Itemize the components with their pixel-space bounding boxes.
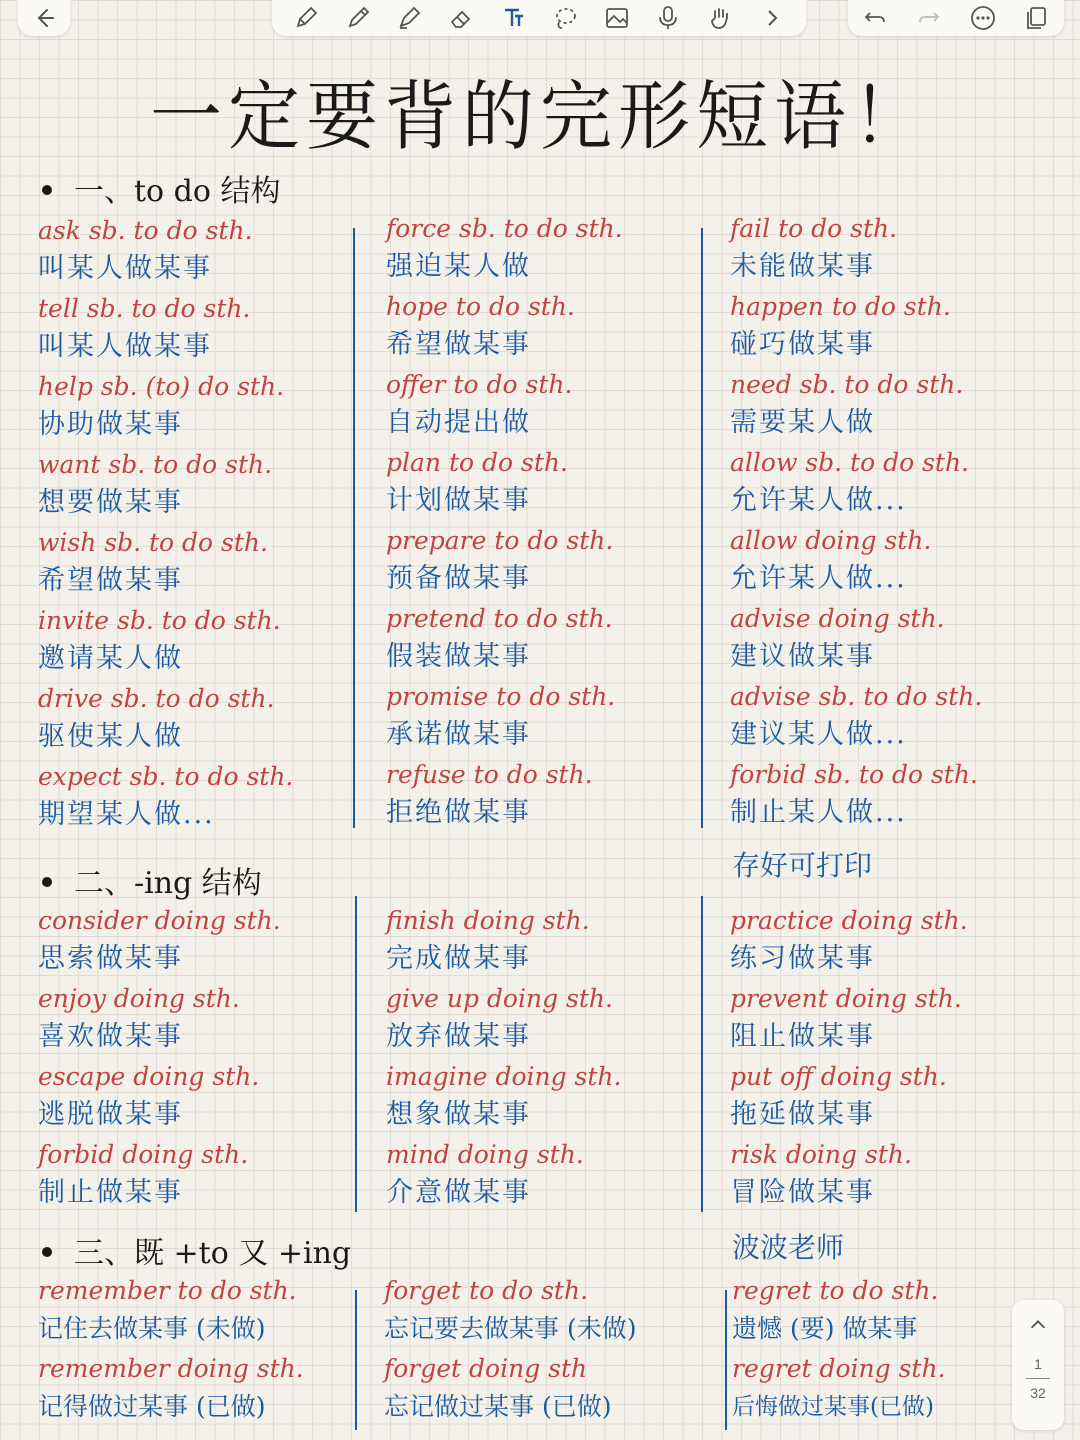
bullet-icon bbox=[42, 185, 52, 195]
phrase-chinese: 邀请某人做 bbox=[38, 643, 183, 674]
phrase-item bbox=[38, 680, 368, 758]
phrase-item bbox=[730, 444, 1060, 522]
phrase-chinese: 承诺做某事 bbox=[386, 719, 531, 750]
chevron-up-icon[interactable] bbox=[1012, 1314, 1064, 1338]
section-header-both bbox=[42, 1228, 351, 1272]
phrase-english: imagine doing sth. bbox=[386, 1062, 622, 1091]
phrase-english: pretend to do sth. bbox=[386, 604, 613, 633]
phrase-chinese: 逃脱做某事 bbox=[38, 1099, 183, 1130]
highlighter-icon[interactable] bbox=[395, 4, 423, 32]
phrase-english: help sb. (to) do sth. bbox=[38, 372, 285, 401]
phrase-english: drive sb. to do sth. bbox=[38, 684, 275, 713]
phrase-chinese: 协助做某事 bbox=[38, 409, 183, 440]
phrase-item bbox=[730, 288, 1060, 366]
phrase-english: wish sb. to do sth. bbox=[38, 528, 268, 557]
phrase-chinese: 忘记要去做某事 (未做) bbox=[384, 1314, 637, 1343]
phrase-chinese: 拒绝做某事 bbox=[386, 797, 531, 828]
section3-column2 bbox=[384, 1272, 714, 1428]
more-icon[interactable] bbox=[969, 4, 997, 32]
section1-column3 bbox=[730, 210, 1060, 834]
phrase-item bbox=[384, 1350, 714, 1428]
drawing-toolbar bbox=[272, 0, 806, 36]
phrase-item bbox=[38, 602, 368, 680]
phrase-english: fail to do sth. bbox=[730, 214, 898, 243]
phrase-item bbox=[730, 1058, 1060, 1136]
phrase-item bbox=[732, 1272, 1010, 1350]
phrase-item bbox=[38, 212, 368, 290]
phrase-item bbox=[38, 290, 368, 368]
phrase-chinese: 希望做某事 bbox=[38, 565, 183, 596]
phrase-item bbox=[38, 1272, 368, 1350]
section-header-text: 三、既 +to 又 +ing bbox=[74, 1236, 352, 1271]
phrase-item bbox=[730, 756, 1060, 834]
phrase-chinese: 假装做某事 bbox=[386, 641, 531, 672]
column-divider bbox=[355, 1290, 357, 1430]
section3-column3 bbox=[732, 1272, 1010, 1428]
page-title: 一定要背的完形短语！ bbox=[149, 72, 930, 161]
phrase-chinese: 需要某人做 bbox=[730, 407, 875, 438]
phrase-item bbox=[730, 210, 1060, 288]
phrase-item bbox=[38, 1350, 368, 1428]
column-divider bbox=[353, 228, 355, 828]
phrase-english: ask sb. to do sth. bbox=[38, 216, 253, 245]
phrase-item bbox=[730, 600, 1060, 678]
phrase-chinese: 拖延做某事 bbox=[730, 1099, 875, 1130]
phrase-item bbox=[386, 902, 716, 980]
phrase-chinese: 建议做某事 bbox=[730, 641, 875, 672]
phrase-english: practice doing sth. bbox=[730, 906, 968, 935]
undo-icon[interactable] bbox=[861, 4, 889, 32]
phrase-item bbox=[386, 522, 716, 600]
eraser-icon[interactable] bbox=[447, 4, 475, 32]
section-header-ing bbox=[42, 858, 262, 902]
phrase-chinese: 驱使某人做 bbox=[38, 721, 183, 752]
phrase-chinese: 放弃做某事 bbox=[386, 1021, 531, 1052]
phrase-chinese: 期望某人做... bbox=[38, 799, 215, 830]
phrase-chinese: 记住去做某事 (未做) bbox=[38, 1314, 266, 1343]
phrase-chinese: 喜欢做某事 bbox=[38, 1021, 183, 1052]
phrase-chinese: 阻止做某事 bbox=[730, 1021, 875, 1052]
phrase-chinese: 思索做某事 bbox=[38, 943, 183, 974]
phrase-item bbox=[386, 1058, 716, 1136]
phrase-english: advise sb. to do sth. bbox=[730, 682, 983, 711]
phrase-item bbox=[386, 756, 716, 834]
phrase-chinese: 想象做某事 bbox=[386, 1099, 531, 1130]
chevron-right-icon[interactable] bbox=[758, 4, 786, 32]
pages-icon[interactable] bbox=[1023, 4, 1051, 32]
phrase-item bbox=[730, 678, 1060, 756]
total-pages: 32 bbox=[1030, 1385, 1046, 1401]
phrase-english: finish doing sth. bbox=[386, 906, 590, 935]
phrase-english: risk doing sth. bbox=[730, 1140, 912, 1169]
phrase-english: remember doing sth. bbox=[38, 1354, 304, 1383]
phrase-item bbox=[730, 1136, 1060, 1214]
phrase-item bbox=[38, 1136, 368, 1214]
column-divider bbox=[725, 1290, 727, 1430]
section2-column3 bbox=[730, 902, 1060, 1214]
phrase-chinese: 允许某人做... bbox=[730, 485, 907, 516]
phrase-chinese: 预备做某事 bbox=[386, 563, 531, 594]
phrase-english: hope to do sth. bbox=[386, 292, 575, 321]
column-divider bbox=[355, 896, 357, 1212]
phrase-item bbox=[386, 210, 716, 288]
back-arrow-icon[interactable] bbox=[30, 4, 58, 32]
phrase-chinese: 建议某人做... bbox=[730, 719, 907, 750]
phrase-chinese: 叫某人做某事 bbox=[38, 253, 212, 284]
phrase-chinese: 练习做某事 bbox=[730, 943, 875, 974]
phrase-english: allow doing sth. bbox=[730, 526, 932, 555]
phrase-english: force sb. to do sth. bbox=[386, 214, 623, 243]
phrase-chinese: 叫某人做某事 bbox=[38, 331, 212, 362]
phrase-item bbox=[386, 678, 716, 756]
section-header-text: 二、-ing 结构 bbox=[74, 866, 262, 901]
pencil-icon[interactable] bbox=[344, 4, 372, 32]
phrase-item bbox=[38, 524, 368, 602]
phrase-english: need sb. to do sth. bbox=[730, 370, 964, 399]
section1-column2 bbox=[386, 210, 716, 834]
phrase-chinese: 完成做某事 bbox=[386, 943, 531, 974]
phrase-chinese: 记得做过某事 (已做) bbox=[38, 1392, 266, 1421]
phrase-english: put off doing sth. bbox=[730, 1062, 947, 1091]
current-page: 1 bbox=[1034, 1356, 1042, 1372]
section1-column1 bbox=[38, 212, 368, 836]
phrase-chinese: 遗憾 (要) 做某事 bbox=[732, 1314, 918, 1343]
teacher-note: 波波老师 bbox=[732, 1231, 845, 1264]
microphone-icon[interactable] bbox=[654, 4, 682, 32]
bullet-icon bbox=[42, 877, 52, 887]
section-header-to-do bbox=[42, 166, 280, 210]
phrase-item bbox=[386, 600, 716, 678]
phrase-english: happen to do sth. bbox=[730, 292, 951, 321]
pen-icon[interactable] bbox=[292, 4, 320, 32]
document-toolbar bbox=[848, 0, 1064, 36]
section2-column2 bbox=[386, 902, 716, 1214]
phrase-english: remember to do sth. bbox=[38, 1276, 297, 1305]
phrase-english: promise to do sth. bbox=[386, 682, 616, 711]
phrase-chinese: 制止某人做... bbox=[730, 797, 907, 828]
column-divider bbox=[701, 896, 703, 1212]
phrase-english: prepare to do sth. bbox=[386, 526, 614, 555]
phrase-chinese: 忘记做过某事 (已做) bbox=[384, 1392, 612, 1421]
text-tool-icon[interactable] bbox=[499, 4, 527, 32]
phrase-item bbox=[386, 366, 716, 444]
phrase-english: refuse to do sth. bbox=[386, 760, 593, 789]
phrase-english: invite sb. to do sth. bbox=[38, 606, 281, 635]
phrase-item bbox=[386, 288, 716, 366]
phrase-english: prevent doing sth. bbox=[730, 984, 962, 1013]
phrase-chinese: 想要做某事 bbox=[38, 487, 183, 518]
image-icon[interactable] bbox=[603, 4, 631, 32]
phrase-item bbox=[38, 758, 368, 836]
phrase-english: consider doing sth. bbox=[38, 906, 281, 935]
phrase-english: allow sb. to do sth. bbox=[730, 448, 969, 477]
phrase-chinese: 后悔做过某事(已做) bbox=[732, 1394, 934, 1420]
bullet-icon bbox=[42, 1247, 52, 1257]
column-divider bbox=[701, 228, 703, 828]
phrase-item bbox=[730, 366, 1060, 444]
phrase-item bbox=[38, 1058, 368, 1136]
phrase-chinese: 制止做某事 bbox=[38, 1177, 183, 1208]
phrase-english: escape doing sth. bbox=[38, 1062, 260, 1091]
phrase-chinese: 允许某人做... bbox=[730, 563, 907, 594]
print-note: 存好可打印 bbox=[732, 849, 873, 882]
page-separator bbox=[1026, 1378, 1050, 1379]
phrase-chinese: 强迫某人做 bbox=[386, 251, 531, 282]
lasso-icon[interactable] bbox=[551, 4, 579, 32]
phrase-english: forget doing sth bbox=[384, 1354, 588, 1383]
phrase-item bbox=[732, 1350, 1010, 1428]
phrase-english: advise doing sth. bbox=[730, 604, 945, 633]
phrase-english: want sb. to do sth. bbox=[38, 450, 273, 479]
phrase-chinese: 碰巧做某事 bbox=[730, 329, 875, 360]
section2-column1 bbox=[38, 902, 368, 1214]
phrase-english: forbid sb. to do sth. bbox=[730, 760, 978, 789]
phrase-chinese: 未能做某事 bbox=[730, 251, 875, 282]
phrase-english: forget to do sth. bbox=[384, 1276, 589, 1305]
phrase-item bbox=[386, 1136, 716, 1214]
phrase-english: mind doing sth. bbox=[386, 1140, 584, 1169]
phrase-item bbox=[38, 446, 368, 524]
section3-column1 bbox=[38, 1272, 368, 1428]
phrase-chinese: 冒险做某事 bbox=[730, 1177, 875, 1208]
phrase-chinese: 介意做某事 bbox=[386, 1177, 531, 1208]
phrase-english: expect sb. to do sth. bbox=[38, 762, 294, 791]
phrase-item bbox=[384, 1272, 714, 1350]
page-indicator[interactable] bbox=[1012, 1300, 1064, 1430]
phrase-english: tell sb. to do sth. bbox=[38, 294, 251, 323]
phrase-item bbox=[730, 522, 1060, 600]
phrase-item bbox=[730, 902, 1060, 980]
phrase-item bbox=[38, 902, 368, 980]
phrase-english: plan to do sth. bbox=[386, 448, 568, 477]
phrase-item bbox=[386, 980, 716, 1058]
back-toolbar bbox=[18, 0, 70, 36]
section-header-text: 一、to do 结构 bbox=[74, 174, 281, 209]
phrase-english: enjoy doing sth. bbox=[38, 984, 240, 1013]
phrase-chinese: 希望做某事 bbox=[386, 329, 531, 360]
phrase-item bbox=[38, 368, 368, 446]
phrase-english: regret doing sth. bbox=[732, 1354, 946, 1383]
phrase-english: forbid doing sth. bbox=[38, 1140, 249, 1169]
phrase-english: give up doing sth. bbox=[386, 984, 613, 1013]
phrase-item bbox=[38, 980, 368, 1058]
phrase-item bbox=[730, 980, 1060, 1058]
phrase-english: offer to do sth. bbox=[386, 370, 573, 399]
phrase-item bbox=[386, 444, 716, 522]
phrase-english: regret to do sth. bbox=[732, 1276, 939, 1305]
phrase-chinese: 计划做某事 bbox=[386, 485, 531, 516]
hand-icon[interactable] bbox=[706, 4, 734, 32]
phrase-chinese: 自动提出做 bbox=[386, 407, 531, 438]
redo-icon[interactable] bbox=[915, 4, 943, 32]
